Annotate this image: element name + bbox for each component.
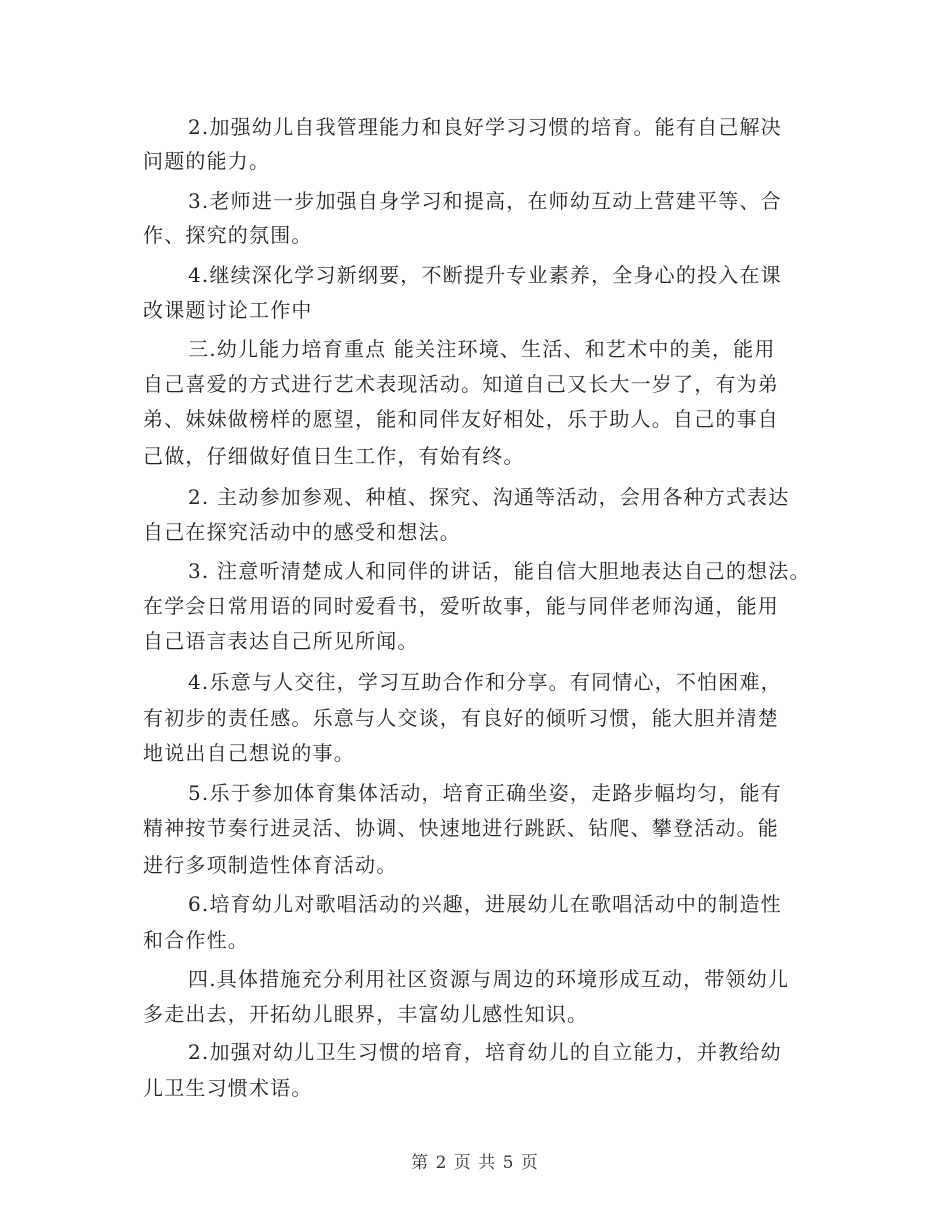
text-line: 四.具体措施充分利用社区资源与周边的环境形成互动，带领幼儿 bbox=[188, 967, 790, 991]
text-line: 5.乐于参加体育集体活动，培育正确坐姿，走路步幅均匀，能有 bbox=[188, 781, 782, 805]
text-line: 三.幼儿能力培育重点 能关注环境、生活、和艺术中的美，能用 bbox=[188, 337, 776, 361]
text-line: 2. 主动参加参观、种植、探究、沟通等活动，会用各种方式表达 bbox=[188, 485, 790, 509]
text-line: 4.继续深化学习新纲要，不断提升专业素养，全身心的投入在课 bbox=[188, 263, 782, 287]
text-line: 己做，仔细做好值日生工作，有始有终。 bbox=[143, 444, 525, 468]
text-line: 自己语言表达自己所见所闻。 bbox=[143, 629, 419, 653]
text-line: 4.乐意与人交往，学习互助合作和分享。有同情心，不怕困难， bbox=[188, 670, 782, 694]
text-line: 多走出去，开拓幼儿眼界，丰富幼儿感性知识。 bbox=[143, 1002, 589, 1026]
text-line: 问题的能力。 bbox=[143, 149, 271, 173]
text-line: 有初步的责任感。乐意与人交谈，有良好的倾听习惯，能大胆并清楚 bbox=[143, 706, 779, 730]
text-line: 作、探究的氛围。 bbox=[143, 223, 313, 247]
text-line: 儿卫生习惯术语。 bbox=[143, 1076, 313, 1100]
text-line: 地说出自己想说的事。 bbox=[143, 741, 355, 765]
page-number-footer: 第 2 页 共 5 页 bbox=[411, 1153, 539, 1173]
text-line: 6.培育幼儿对歌唱活动的兴趣，进展幼儿在歌唱活动中的制造性 bbox=[188, 892, 782, 916]
text-line: 自己喜爱的方式进行艺术表现活动。知道自己又长大一岁了，有为弟 bbox=[143, 372, 779, 396]
text-line: 2.加强幼儿自我管理能力和良好学习习惯的培育。能有自己解决 bbox=[188, 115, 782, 139]
text-line: 改课题讨论工作中 bbox=[143, 298, 313, 322]
text-line: 自己在探究活动中的感受和想法。 bbox=[143, 520, 461, 544]
text-line: 和合作性。 bbox=[143, 928, 249, 952]
text-line: 弟、妹妹做榜样的愿望，能和同伴友好相处，乐于助人。自己的事自 bbox=[143, 407, 779, 431]
text-line: 进行多项制造性体育活动。 bbox=[143, 853, 398, 877]
text-line: 3.老师进一步加强自身学习和提高，在师幼互动上营建平等、合 bbox=[188, 189, 782, 213]
text-line: 3. 注意听清楚成人和同伴的讲话，能自信大胆地表达自己的想法。 bbox=[188, 559, 811, 583]
text-line: 2.加强对幼儿卫生习惯的培育，培育幼儿的自立能力，并教给幼 bbox=[188, 1040, 782, 1064]
text-line: 精神按节奏行进灵活、协调、快速地进行跳跃、钻爬、攀登活动。能 bbox=[143, 816, 779, 840]
text-line: 在学会日常用语的同时爱看书，爱听故事，能与同伴老师沟通，能用 bbox=[143, 594, 779, 618]
